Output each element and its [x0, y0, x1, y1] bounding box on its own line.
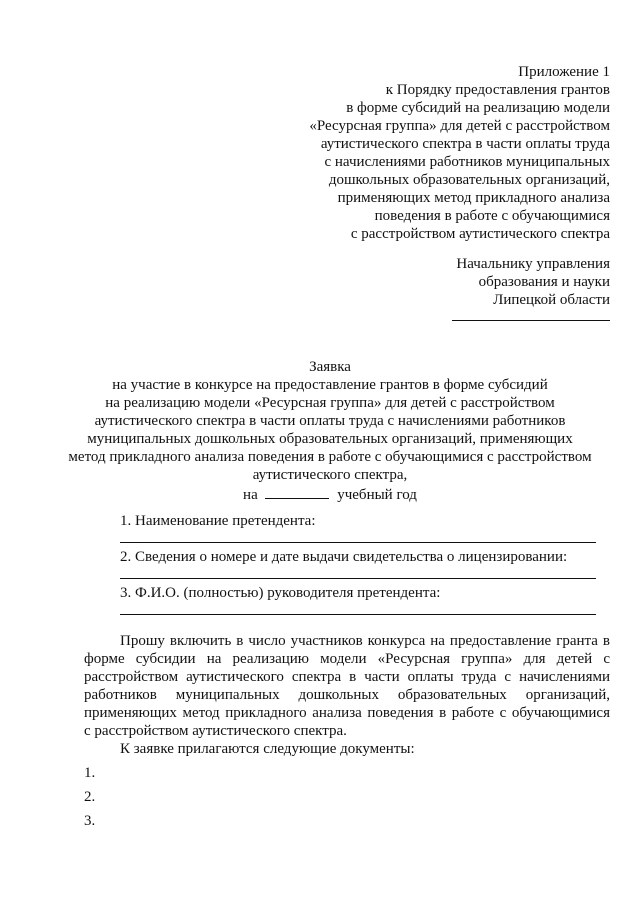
appendix-line: аутистического спектра в части оплаты труда [320, 136, 610, 152]
appendix-line: с расстройством аутистического спектра [350, 226, 610, 242]
addressee-line: Липецкой области [493, 292, 610, 308]
paragraph-line: Прошу включить в число участников конкурса на предоставление гранта в [120, 633, 610, 649]
appendix-line: с начислениями работников муниципальных [324, 154, 610, 170]
document-list-item: 3. [84, 813, 96, 829]
field-label: 3. Ф.И.О. (полностью) руководителя претендента: [120, 585, 441, 601]
field-applicant-name [120, 512, 596, 530]
appendix-line: в форме субсидий на реализацию модели [346, 100, 610, 116]
title-line: аутистического спектра, [252, 467, 408, 483]
appendix-line: «Ресурсная группа» для детей с расстройством [309, 118, 610, 134]
field-director-name [120, 584, 596, 602]
attached-documents-label: К заявке прилагаются следующие документы: [120, 741, 415, 757]
paragraph-line: применяющих метод прикладного анализа поведения в работе с обучающимися [84, 705, 610, 721]
academic-year-blank[interactable] [265, 484, 329, 499]
field-license-info [120, 548, 596, 566]
addressee-block [370, 255, 610, 309]
license-info-line[interactable] [120, 578, 596, 579]
field-label: 2. Сведения о номере и дате выдачи свидетельства о лицензировании: [120, 549, 568, 565]
year-prefix: на [243, 487, 258, 503]
field-label: 1. Наименование претендента: [120, 513, 316, 529]
appendix-block [270, 63, 610, 243]
paragraph-line: расстройством аутистического спектра в части оплаты труда с начислениями [84, 669, 610, 685]
year-suffix: учебный год [337, 487, 417, 503]
appendix-line: Приложение 1 [518, 64, 610, 80]
title-line: муниципальных дошкольных образовательных организаций, применяющих [87, 431, 573, 447]
appendix-line: поведения в работе с обучающимися [374, 208, 610, 224]
request-paragraph [84, 632, 610, 740]
appendix-line: применяющих метод прикладного анализа [337, 190, 610, 206]
document-list-item: 2. [84, 789, 96, 805]
title-line: метод прикладного анализа поведения в работе с обучающимися с расстройством [68, 449, 592, 465]
title-line: на реализацию модели «Ресурсная группа» для детей с расстройством [105, 395, 555, 411]
academic-year-line [60, 484, 600, 504]
director-name-line[interactable] [120, 614, 596, 615]
title-line: аутистического спектра в части оплаты труда с начислениями работников [94, 413, 566, 429]
addressee-line: Начальнику управления [456, 256, 610, 272]
paragraph-line: работников муниципальных дошкольных образовательных организаций, [84, 687, 610, 703]
addressee-signature-line[interactable] [452, 320, 610, 321]
document-list-item: 1. [84, 765, 96, 781]
appendix-line: к Порядку предоставления грантов [385, 82, 610, 98]
paragraph-line: форме субсидии на реализацию модели «Ресурсная группа» для детей с [84, 651, 610, 667]
title-heading: Заявка [309, 359, 351, 375]
applicant-name-line[interactable] [120, 542, 596, 543]
title-line: на участие в конкурсе на предоставление грантов в форме субсидий [112, 377, 548, 393]
appendix-line: дошкольных образовательных организаций, [328, 172, 610, 188]
application-title [60, 358, 600, 504]
paragraph-line: с расстройством аутистического спектра. [84, 723, 347, 739]
addressee-line: образования и науки [478, 274, 610, 290]
